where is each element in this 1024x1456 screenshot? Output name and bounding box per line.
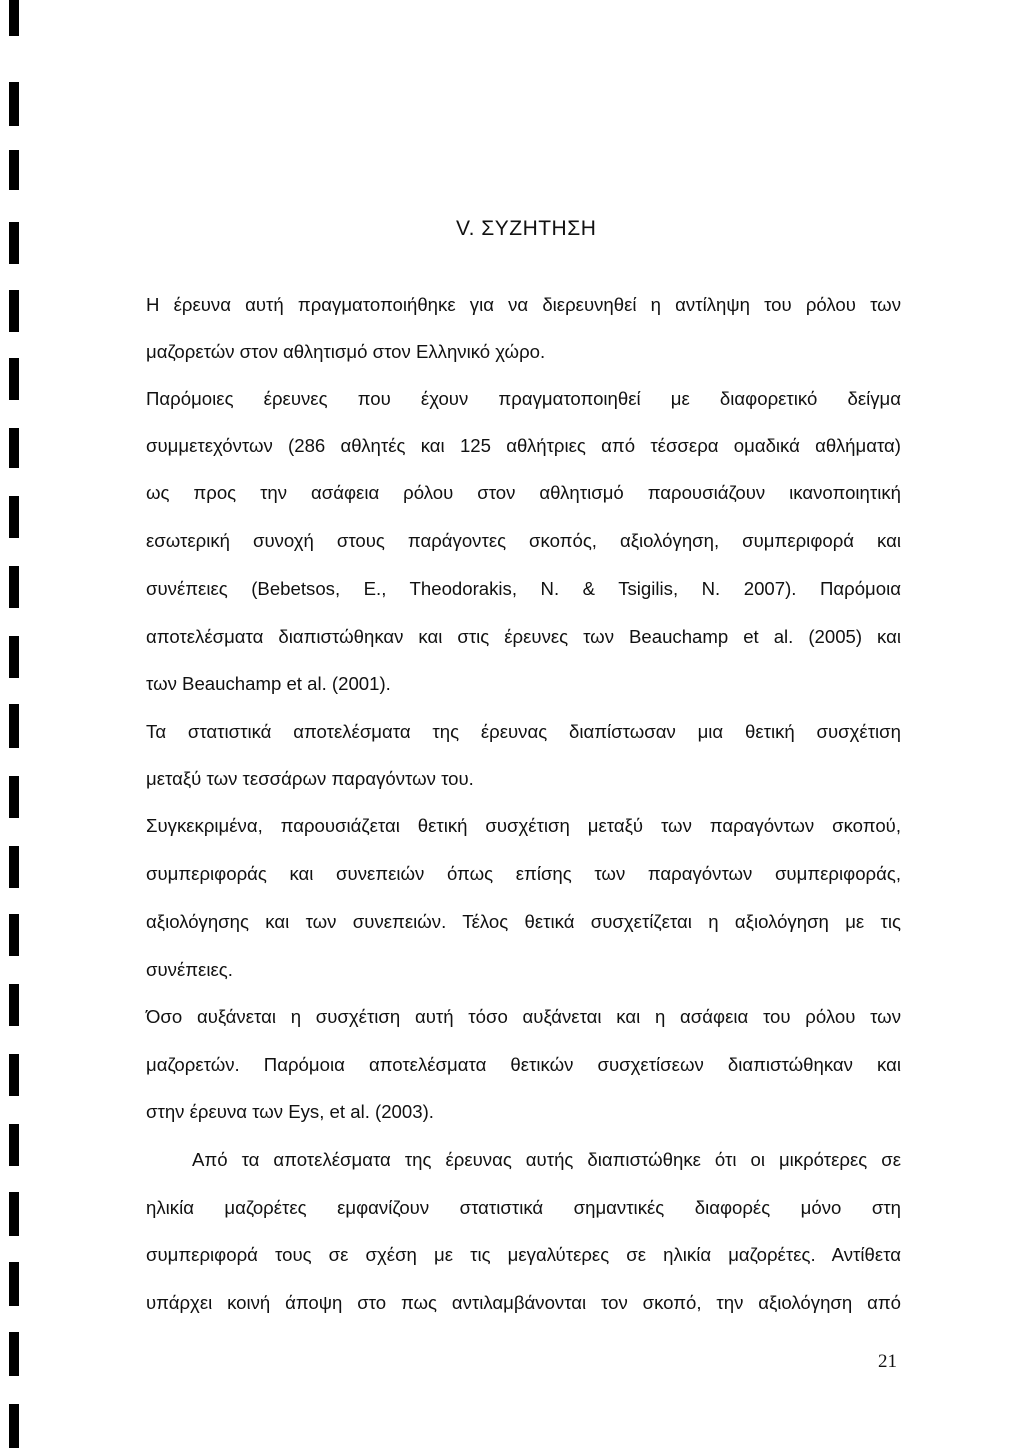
margin-mark <box>9 1332 19 1376</box>
text-line: αξιολόγησης και των συνεπειών. Τέλος θετικά συσχετίζεται η αξιολόγηση με τις <box>146 911 901 932</box>
margin-mark <box>9 636 19 678</box>
text-line: Συγκεκριμένα, παρουσιάζεται θετική συσχέτιση μεταξύ των παραγόντων σκοπού, <box>146 815 901 836</box>
text-line: Παρόμοιες έρευνες που έχουν πραγματοποιηθεί με διαφορετικό δείγμα <box>146 388 901 409</box>
margin-mark <box>9 1054 19 1096</box>
margin-mark <box>9 566 19 608</box>
margin-mark <box>9 1124 19 1166</box>
text-line: μεταξύ των τεσσάρων παραγόντων του. <box>146 768 474 789</box>
margin-mark <box>9 914 19 956</box>
text-line: ηλικία μαζορέτες εμφανίζουν στατιστικά σημαντικές διαφορές μόνο στη <box>146 1197 901 1218</box>
margin-mark <box>9 984 19 1026</box>
page-number: 21 <box>878 1351 897 1372</box>
text-line: Τα στατιστικά αποτελέσματα της έρευνας διαπίστωσαν μια θετική συσχέτιση <box>146 721 901 742</box>
margin-mark <box>9 776 19 818</box>
text-line: Η έρευνα αυτή πραγματοποιήθηκε για να διερευνηθεί η αντίληψη του ρόλου των <box>146 294 901 315</box>
text-line: Όσο αυξάνεται η συσχέτιση αυτή τόσο αυξάνεται και η ασάφεια του ρόλου των <box>146 1006 901 1027</box>
text-line: μαζορετών στον αθλητισμό στον Ελληνικό χώρο. <box>146 341 546 362</box>
text-line: αποτελέσματα διαπιστώθηκαν και στις έρευνες των Beauchamp et al. (2005) και <box>146 626 901 647</box>
text-line: συνέπειες (Bebetsos, E., Theodorakis, N. & Tsigilis, N. 2007). Παρόμοια <box>146 578 901 599</box>
margin-mark <box>9 358 19 400</box>
margin-mark <box>9 290 19 332</box>
text-line: συμμετεχόντων (286 αθλητές και 125 αθλήτριες από τέσσερα ομαδικά αθλήματα) <box>146 435 901 456</box>
margin-mark <box>9 222 19 264</box>
text-line: μαζορετών. Παρόμοια αποτελέσματα θετικών συσχετίσεων διαπιστώθηκαν και <box>146 1054 901 1075</box>
margin-mark <box>9 0 19 36</box>
margin-mark <box>9 1192 19 1236</box>
text-line: Από τα αποτελέσματα της έρευνας αυτής διαπιστώθηκε ότι οι μικρότερες σε <box>192 1149 901 1170</box>
margin-mark <box>9 1404 19 1448</box>
margin-marks <box>0 0 24 1456</box>
margin-mark <box>9 82 19 126</box>
margin-mark <box>9 150 19 190</box>
text-line: συμπεριφορά τους σε σχέση με τις μεγαλύτερες σε ηλικία μαζορέτες. Αντίθετα <box>146 1244 901 1265</box>
text-line: υπάρχει κοινή άποψη στο πως αντιλαμβάνονται τον σκοπό, την αξιολόγηση από <box>146 1292 901 1313</box>
text-line: στην έρευνα των Eys, et al. (2003). <box>146 1101 434 1122</box>
margin-mark <box>9 1262 19 1306</box>
section-heading: V. ΣΥΖΗΤΗΣΗ <box>456 217 597 240</box>
text-line: συνέπειες. <box>146 959 233 980</box>
margin-mark <box>9 496 19 538</box>
text-line: των Beauchamp et al. (2001). <box>146 673 391 694</box>
text-line: ως προς την ασάφεια ρόλου στον αθλητισμό παρουσιάζουν ικανοποιητική <box>146 482 901 503</box>
margin-mark <box>9 704 19 748</box>
text-line: συμπεριφοράς και συνεπειών όπως επίσης των παραγόντων συμπεριφοράς, <box>146 863 901 884</box>
text-line: εσωτερική συνοχή στους παράγοντες σκοπός, αξιολόγηση, συμπεριφορά και <box>146 530 901 551</box>
margin-mark <box>9 846 19 888</box>
margin-mark <box>9 428 19 468</box>
